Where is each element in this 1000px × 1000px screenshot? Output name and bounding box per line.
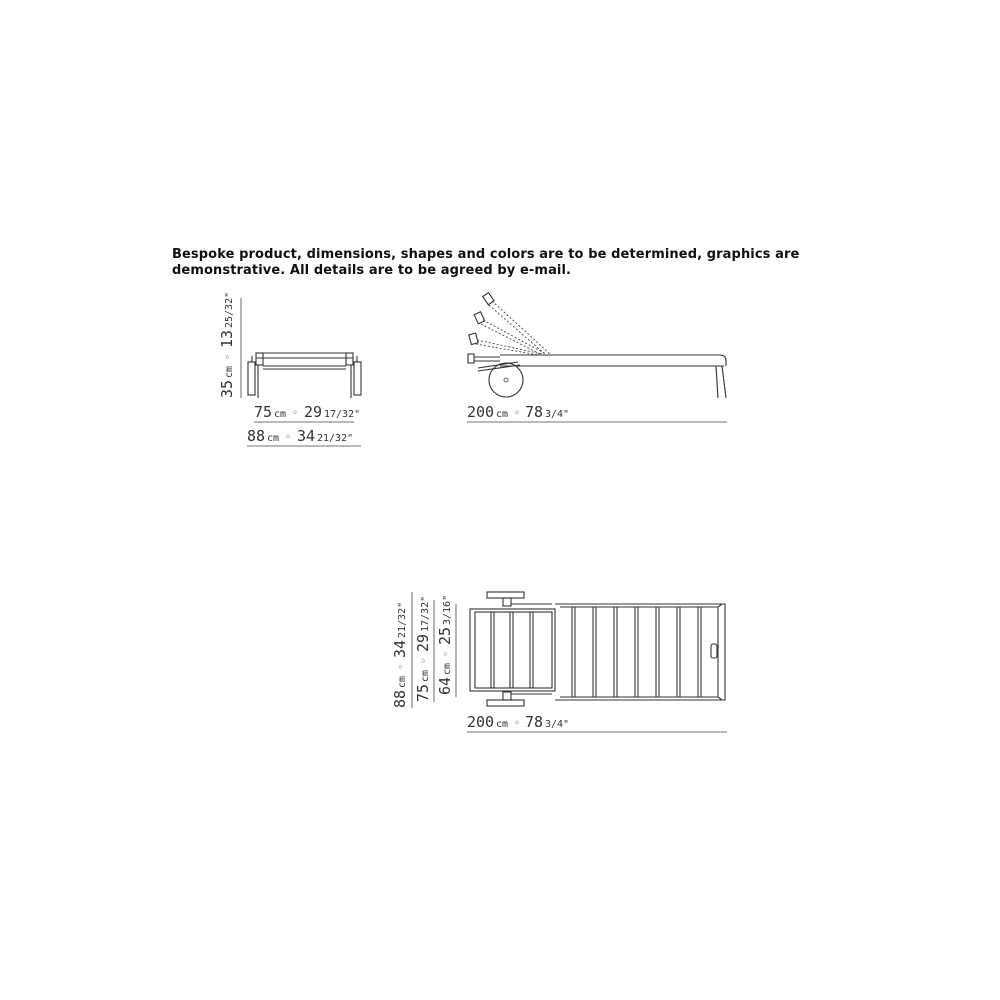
side-length-in-frac: 3/4" xyxy=(545,409,570,420)
side-view-backrest-positions xyxy=(469,293,550,355)
top-length-in-whole: 78 xyxy=(525,713,544,731)
front-height-in-whole: 13 xyxy=(218,329,236,348)
top-width-88-separator: ◦ xyxy=(396,663,407,670)
front-outer-width-cm-value: 88 xyxy=(247,427,266,445)
top-length-cm-unit: cm xyxy=(496,719,509,730)
top-width-88-cm-value: 88 xyxy=(391,689,409,708)
front-outer-width-separator: ◦ xyxy=(285,432,292,443)
top-width-64-dimension xyxy=(436,595,456,697)
disclaimer-line-2: demonstrative. All details are to be agreed by e-mail. xyxy=(172,263,572,278)
top-length-dimension xyxy=(467,713,727,732)
side-view xyxy=(467,293,727,422)
top-width-64-cm-unit: cm xyxy=(442,662,453,675)
top-width-88-cm-unit: cm xyxy=(397,675,408,688)
front-height-cm-value: 35 xyxy=(218,379,236,398)
top-width-64-in-whole: 25 xyxy=(436,626,454,645)
front-inner-width-in-whole: 29 xyxy=(304,403,323,421)
top-width-75-dimension xyxy=(414,596,434,702)
top-view xyxy=(391,592,727,732)
top-width-88-in-frac: 21/32" xyxy=(397,601,408,638)
front-inner-width-separator: ◦ xyxy=(292,408,299,419)
disclaimer-line-1: Bespoke product, dimensions, shapes and colors are to be determined, graphics are xyxy=(172,247,800,262)
front-inner-width-in-frac: 17/32" xyxy=(324,409,361,420)
front-height-cm-unit: cm xyxy=(224,365,235,378)
front-inner-width-cm-value: 75 xyxy=(254,403,273,421)
front-height-separator: ◦ xyxy=(223,353,234,360)
front-inner-width-dimension xyxy=(254,403,360,422)
top-length-cm-value: 200 xyxy=(467,713,495,731)
top-width-64-cm-value: 64 xyxy=(436,676,454,695)
top-length-in-frac: 3/4" xyxy=(545,719,570,730)
front-outer-width-cm-unit: cm xyxy=(267,433,280,444)
top-width-75-cm-unit: cm xyxy=(420,669,431,682)
front-height-in-frac: 25/32" xyxy=(224,291,235,328)
side-length-dimension xyxy=(467,403,727,422)
side-view-lounger-outline xyxy=(468,354,726,398)
top-length-separator: ◦ xyxy=(514,718,521,729)
top-width-75-separator: ◦ xyxy=(419,657,430,664)
side-length-separator: ◦ xyxy=(514,408,521,419)
front-outer-width-in-whole: 34 xyxy=(297,427,316,445)
top-width-64-separator: ◦ xyxy=(441,650,452,657)
top-width-75-cm-value: 75 xyxy=(414,683,432,702)
front-view xyxy=(218,292,361,446)
front-height-dimension xyxy=(218,292,241,398)
side-length-in-whole: 78 xyxy=(525,403,544,421)
top-view-lounger-outline xyxy=(470,592,725,706)
top-width-88-in-whole: 34 xyxy=(391,639,409,658)
side-length-cm-unit: cm xyxy=(496,409,509,420)
top-width-88-dimension xyxy=(391,592,412,708)
top-width-75-in-whole: 29 xyxy=(414,633,432,652)
front-outer-width-in-frac: 21/32" xyxy=(317,433,354,444)
side-length-cm-value: 200 xyxy=(467,403,495,421)
front-outer-width-dimension xyxy=(247,427,361,446)
top-width-64-in-frac: 3/16" xyxy=(442,594,453,625)
front-view-lounger-outline xyxy=(248,353,361,398)
front-inner-width-cm-unit: cm xyxy=(274,409,287,420)
top-width-75-in-frac: 17/32" xyxy=(420,595,431,632)
